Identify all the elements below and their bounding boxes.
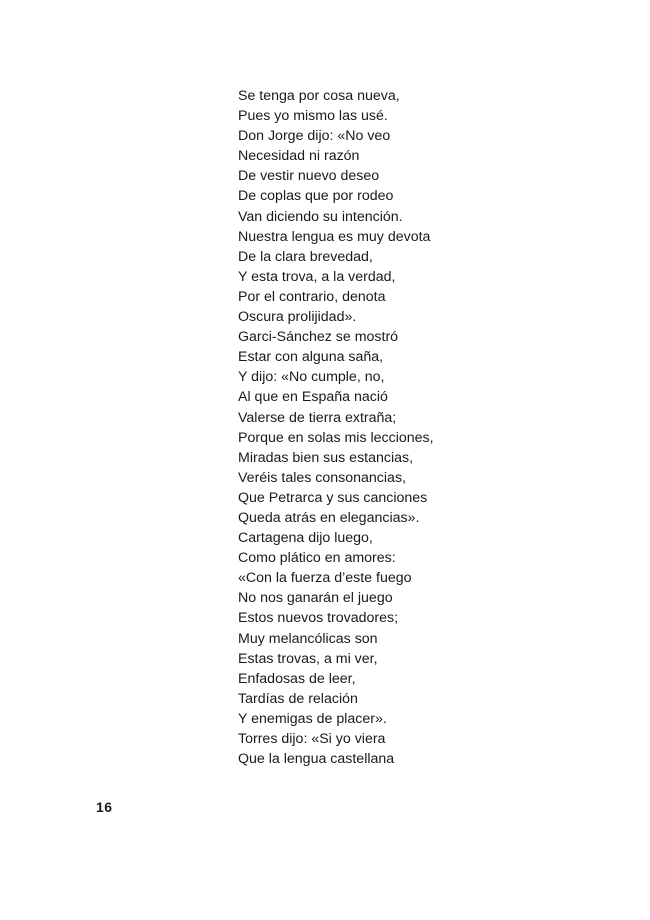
verse-line: Enfadosas de leer,	[238, 670, 356, 687]
verse-line: Necesidad ni razón	[238, 148, 360, 165]
verse-line: De vestir nuevo deseo	[238, 168, 380, 185]
verse-line: «Con la fuerza d’este fuego	[238, 570, 412, 587]
verse-line: Como plático en amores:	[238, 550, 396, 567]
verse-line: Tardías de relación	[238, 690, 358, 707]
verse-line: De la clara brevedad,	[238, 248, 373, 265]
verse-line: Muy melancólicas son	[238, 630, 378, 647]
page-number: 16	[96, 799, 113, 815]
verse-line: Torres dijo: «Si yo viera	[238, 731, 386, 747]
verse-line: No nos ganarán el juego	[238, 590, 393, 607]
verse-line: Oscura prolijidad».	[238, 309, 357, 326]
verse-line: Por el contrario, denota	[238, 288, 386, 305]
verse-line: Van diciendo su intención.	[238, 208, 403, 225]
verse-line: Y enemigas de placer».	[238, 710, 387, 727]
verse-line: Que Petrarca y sus canciones	[238, 489, 428, 506]
verse-line: Estas trovas, a mi ver,	[238, 650, 378, 667]
verse-line: Porque en solas mis lecciones,	[238, 429, 434, 446]
verse-line: Pues yo mismo las usé.	[238, 108, 388, 125]
poem-text	[238, 86, 568, 769]
verse-line: Estos nuevos trovadores;	[238, 610, 399, 627]
verse-line: Y esta trova, a la verdad,	[238, 268, 396, 285]
verse-line: Que la lengua castellana	[238, 751, 395, 768]
verse-line: De coplas que por rodeo	[238, 188, 394, 205]
verse-line: Don Jorge dijo: «No veo	[238, 128, 391, 145]
verse-line: Veréis tales consonancias,	[238, 469, 406, 486]
verse-line: Al que en España nació	[238, 389, 388, 406]
verse-line: Garci-Sánchez se mostró	[238, 329, 399, 346]
verse-line: Se tenga por cosa nueva,	[238, 88, 400, 104]
verse-line: Y dijo: «No cumple, no,	[238, 369, 385, 386]
verse-line: Cartagena dijo luego,	[238, 530, 373, 547]
verse-line: Valerse de tierra extraña;	[238, 409, 397, 426]
verse-line: Miradas bien sus estancias,	[238, 449, 414, 466]
verse-line: Nuestra lengua es muy devota	[238, 228, 431, 245]
verse-line: Estar con alguna saña,	[238, 349, 384, 366]
verse-line: Queda atrás en elegancias».	[238, 509, 420, 526]
